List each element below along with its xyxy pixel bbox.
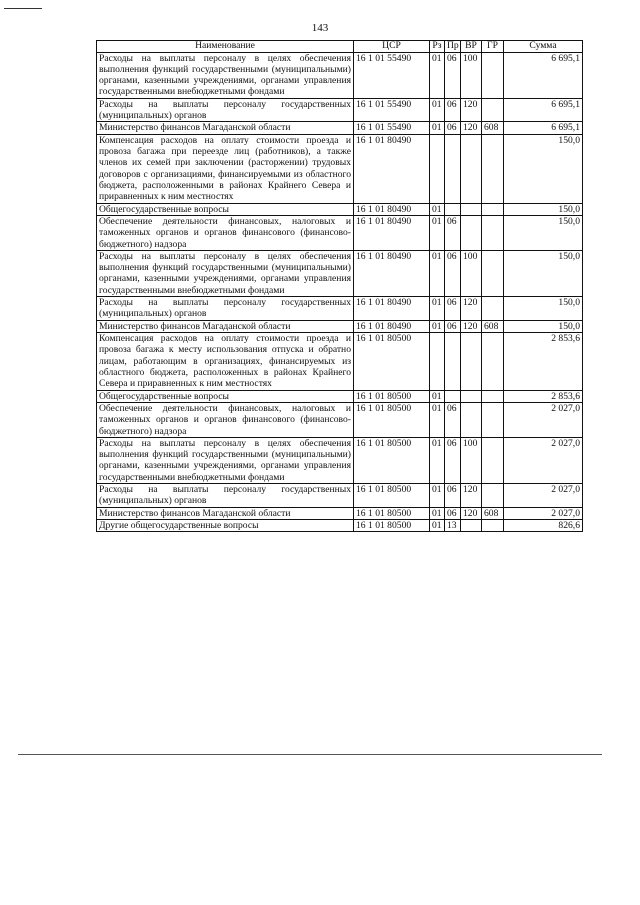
cell-pr: 06 (445, 122, 461, 134)
cell-pr: 06 (445, 320, 461, 332)
header-pr: Пр (445, 41, 461, 53)
cell-pr: 06 (445, 98, 461, 122)
cell-rz: 01 (430, 297, 445, 321)
cell-gr (482, 250, 504, 296)
table-row (97, 320, 583, 332)
header-name: Наименование (97, 41, 354, 53)
cell-vr: 100 (461, 250, 482, 296)
cell-gr (482, 52, 504, 98)
table-row (97, 203, 583, 215)
top-margin-rule (4, 8, 42, 9)
cell-name: Расходы на выплаты персоналу в целях обеспечения выполнения функций государственными (муниципальными) органами, казенными учреждениями, органами управления государственными внебюджетными фондами (97, 437, 354, 483)
table-row (97, 333, 583, 391)
cell-name: Обеспечение деятельности финансовых, налоговых и таможенных органов и органов финансового (финансово-бюджетного) надзора (97, 402, 354, 437)
header-csr: ЦСР (354, 41, 430, 53)
cell-csr: 16 1 01 80500 (354, 390, 430, 402)
table-row (97, 215, 583, 250)
cell-rz: 01 (430, 250, 445, 296)
budget-table (96, 40, 583, 532)
cell-name: Обеспечение деятельности финансовых, налоговых и таможенных органов и органов финансового (финансово-бюджетного) надзора (97, 215, 354, 250)
cell-name: Министерство финансов Магаданской области (97, 122, 354, 134)
cell-name: Компенсация расходов на оплату стоимости проезда и провоза багажа к месту использования отпуска и обратно лицам, работающим в организациях, финансируемых из областного бюджета, расположенных в районах Крайнего Севера и приравненных к ним местностях (97, 333, 354, 391)
cell-csr: 16 1 01 55490 (354, 52, 430, 98)
cell-vr (461, 390, 482, 402)
cell-vr (461, 134, 482, 203)
cell-csr: 16 1 01 55490 (354, 98, 430, 122)
cell-sum: 150,0 (504, 297, 583, 321)
cell-csr: 16 1 01 80500 (354, 507, 430, 519)
cell-vr: 120 (461, 122, 482, 134)
cell-pr: 06 (445, 250, 461, 296)
cell-pr: 06 (445, 297, 461, 321)
cell-name: Расходы на выплаты персоналу в целях обеспечения выполнения функций государственными (муниципальными) органами, казенными учреждениями, органами управления государственными внебюджетными фондами (97, 52, 354, 98)
table-row (97, 484, 583, 508)
cell-rz: 01 (430, 215, 445, 250)
table-row (97, 437, 583, 483)
cell-gr: 608 (482, 507, 504, 519)
cell-pr: 06 (445, 52, 461, 98)
cell-name: Другие общегосударственные вопросы (97, 520, 354, 532)
cell-rz: 01 (430, 203, 445, 215)
cell-csr: 16 1 01 80500 (354, 520, 430, 532)
header-vr: ВР (461, 41, 482, 53)
table-row (97, 122, 583, 134)
cell-rz: 01 (430, 52, 445, 98)
cell-pr (445, 134, 461, 203)
cell-gr (482, 520, 504, 532)
cell-vr: 120 (461, 320, 482, 332)
table-row (97, 402, 583, 437)
cell-sum: 826,6 (504, 520, 583, 532)
cell-gr (482, 215, 504, 250)
cell-rz: 01 (430, 507, 445, 519)
cell-vr (461, 520, 482, 532)
cell-vr (461, 203, 482, 215)
cell-rz (430, 134, 445, 203)
cell-pr (445, 390, 461, 402)
cell-sum: 2 853,6 (504, 333, 583, 391)
cell-csr: 16 1 01 80500 (354, 484, 430, 508)
cell-vr: 120 (461, 98, 482, 122)
cell-rz: 01 (430, 520, 445, 532)
cell-csr: 16 1 01 55490 (354, 122, 430, 134)
cell-rz: 01 (430, 390, 445, 402)
cell-vr: 120 (461, 507, 482, 519)
cell-gr (482, 333, 504, 391)
cell-sum: 150,0 (504, 203, 583, 215)
cell-gr (482, 390, 504, 402)
cell-gr (482, 203, 504, 215)
cell-pr: 06 (445, 484, 461, 508)
cell-csr: 16 1 01 80490 (354, 250, 430, 296)
cell-gr: 608 (482, 122, 504, 134)
cell-vr (461, 402, 482, 437)
cell-pr (445, 203, 461, 215)
cell-sum: 2 027,0 (504, 484, 583, 508)
cell-vr: 120 (461, 484, 482, 508)
cell-sum: 6 695,1 (504, 98, 583, 122)
cell-pr (445, 333, 461, 391)
cell-gr (482, 297, 504, 321)
cell-rz: 01 (430, 98, 445, 122)
cell-gr (482, 437, 504, 483)
cell-vr: 100 (461, 52, 482, 98)
cell-gr (482, 98, 504, 122)
bottom-rule (18, 754, 602, 755)
cell-name: Министерство финансов Магаданской области (97, 507, 354, 519)
table-row (97, 250, 583, 296)
table-row (97, 390, 583, 402)
cell-pr: 06 (445, 215, 461, 250)
cell-vr: 120 (461, 297, 482, 321)
cell-pr: 13 (445, 520, 461, 532)
cell-name: Общегосударственные вопросы (97, 390, 354, 402)
page-number: 143 (311, 22, 329, 34)
cell-gr (482, 134, 504, 203)
cell-sum: 2 027,0 (504, 402, 583, 437)
table-row (97, 98, 583, 122)
cell-sum: 150,0 (504, 134, 583, 203)
cell-name: Расходы на выплаты персоналу в целях обеспечения выполнения функций государственными (муниципальными) органами, казенными учреждениями, органами управления государственными внебюджетными фондами (97, 250, 354, 296)
cell-name: Расходы на выплаты персоналу государственных (муниципальных) органов (97, 297, 354, 321)
cell-vr (461, 333, 482, 391)
table-row (97, 507, 583, 519)
table-row (97, 520, 583, 532)
cell-name: Министерство финансов Магаданской области (97, 320, 354, 332)
table-row (97, 52, 583, 98)
header-sum: Сумма (504, 41, 583, 53)
cell-rz: 01 (430, 402, 445, 437)
cell-pr: 06 (445, 507, 461, 519)
cell-name: Расходы на выплаты персоналу государственных (муниципальных) органов (97, 484, 354, 508)
cell-name: Компенсация расходов на оплату стоимости проезда и провоза багажа при переезде лиц (работников), а также членов их семей при заключении (расторжении) трудовых договоров с организациями, финансируемыми из областного бюджета, расположенными в районах Крайнего Севера и приравненных к ним местностях (97, 134, 354, 203)
cell-rz: 01 (430, 484, 445, 508)
cell-rz: 01 (430, 320, 445, 332)
cell-csr: 16 1 01 80490 (354, 215, 430, 250)
cell-sum: 2 027,0 (504, 507, 583, 519)
cell-sum: 6 695,1 (504, 122, 583, 134)
cell-name: Расходы на выплаты персоналу государственных (муниципальных) органов (97, 98, 354, 122)
cell-rz: 01 (430, 122, 445, 134)
cell-sum: 2 027,0 (504, 437, 583, 483)
cell-vr (461, 215, 482, 250)
cell-rz: 01 (430, 437, 445, 483)
cell-csr: 16 1 01 80490 (354, 297, 430, 321)
table-header-row (97, 41, 583, 53)
cell-gr (482, 484, 504, 508)
cell-csr: 16 1 01 80490 (354, 134, 430, 203)
cell-csr: 16 1 01 80490 (354, 203, 430, 215)
table-row (97, 297, 583, 321)
header-gr: ГР (482, 41, 504, 53)
cell-sum: 150,0 (504, 320, 583, 332)
cell-csr: 16 1 01 80500 (354, 333, 430, 391)
cell-vr: 100 (461, 437, 482, 483)
cell-sum: 2 853,6 (504, 390, 583, 402)
cell-csr: 16 1 01 80490 (354, 320, 430, 332)
cell-csr: 16 1 01 80500 (354, 402, 430, 437)
cell-sum: 150,0 (504, 215, 583, 250)
cell-pr: 06 (445, 402, 461, 437)
cell-pr: 06 (445, 437, 461, 483)
table-row (97, 134, 583, 203)
cell-rz (430, 333, 445, 391)
cell-gr: 608 (482, 320, 504, 332)
cell-sum: 6 695,1 (504, 52, 583, 98)
cell-sum: 150,0 (504, 250, 583, 296)
cell-gr (482, 402, 504, 437)
header-rz: Рз (430, 41, 445, 53)
cell-name: Общегосударственные вопросы (97, 203, 354, 215)
cell-csr: 16 1 01 80500 (354, 437, 430, 483)
